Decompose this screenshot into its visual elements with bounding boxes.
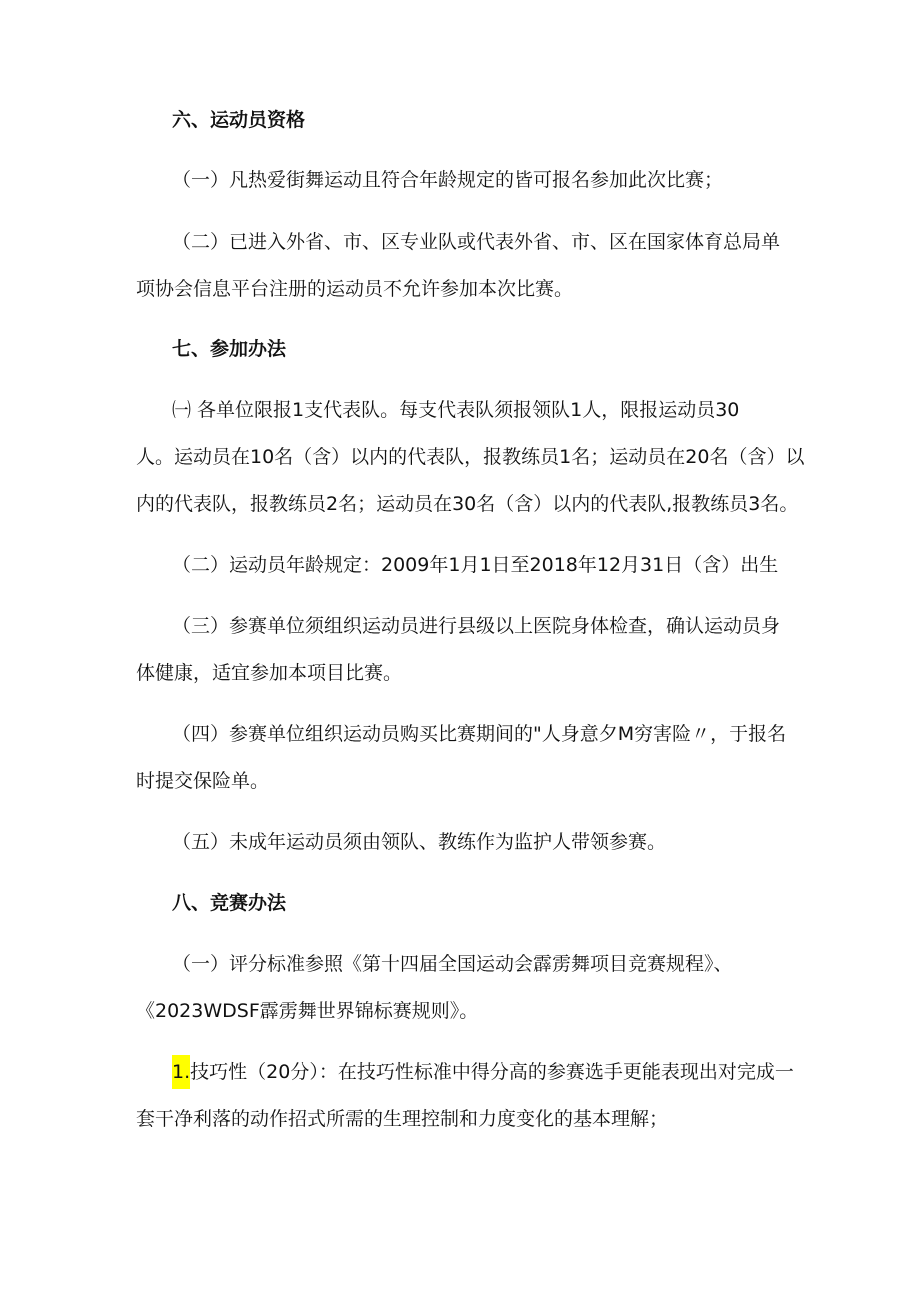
paragraph-competition-1-line2: 《2023WDSF霹雳舞世界锦标赛规则》。 [136, 1000, 479, 1022]
section-heading-participation-method: 七、参加办法 [172, 338, 287, 360]
list-item-technique-text: 技巧性（20分）：在技巧性标准中得分高的参赛选手更能表现出对完成一 [190, 1061, 794, 1083]
paragraph-eligibility-1: （一）凡热爱街舞运动且符合年龄规定的皆可报名参加此次比赛； [172, 169, 724, 191]
paragraph-participation-3-line1: （三）参赛单位须组织运动员进行县级以上医院身体检查，确认运动员身 [172, 615, 781, 637]
paragraph-competition-1-line1: （一）评分标准参照《第十四届全国运动会霹雳舞项目竞赛规程》、 [172, 953, 733, 975]
highlighted-item-number: 1. [172, 1055, 190, 1089]
paragraph-eligibility-2-line1: （二）已进入外省、市、区专业队或代表外省、市、区在国家体育总局单 [172, 231, 781, 253]
paragraph-participation-1-line1: ㈠ 各单位限报1支代表队。每支代表队须报领队1人，限报运动员30 [172, 399, 740, 421]
paragraph-eligibility-2-line2: 项协会信息平台注册的运动员不允许参加本次比赛。 [136, 278, 574, 300]
paragraph-participation-4-line2: 时提交保险单。 [136, 770, 270, 792]
section-heading-athlete-eligibility: 六、运动员资格 [172, 109, 306, 131]
list-item-technique-line2: 套干净利落的动作招式所需的生理控制和力度变化的基本理解； [136, 1108, 669, 1130]
paragraph-participation-1-line3: 内的代表队，报教练员2名；运动员在30名（含）以内的代表队,报教练员3名。 [136, 493, 799, 515]
paragraph-participation-4-line1: （四）参赛单位组织运动员购买比赛期间的"人身意夕M穷害险〃，于报名 [172, 723, 787, 745]
paragraph-participation-1-line2: 人。运动员在10名（含）以内的代表队，报教练员1名；运动员在20名（含）以 [136, 446, 805, 468]
list-item-technique [172, 1058, 832, 1086]
section-heading-competition-method: 八、竞赛办法 [172, 892, 287, 914]
paragraph-participation-5: （五）未成年运动员须由领队、教练作为监护人带领参赛。 [172, 831, 667, 853]
paragraph-participation-2: （二）运动员年龄规定：2009年1月1日至2018年12月31日（含）出生 [172, 554, 779, 576]
paragraph-participation-3-line2: 体健康，适宜参加本项目比赛。 [136, 662, 403, 684]
